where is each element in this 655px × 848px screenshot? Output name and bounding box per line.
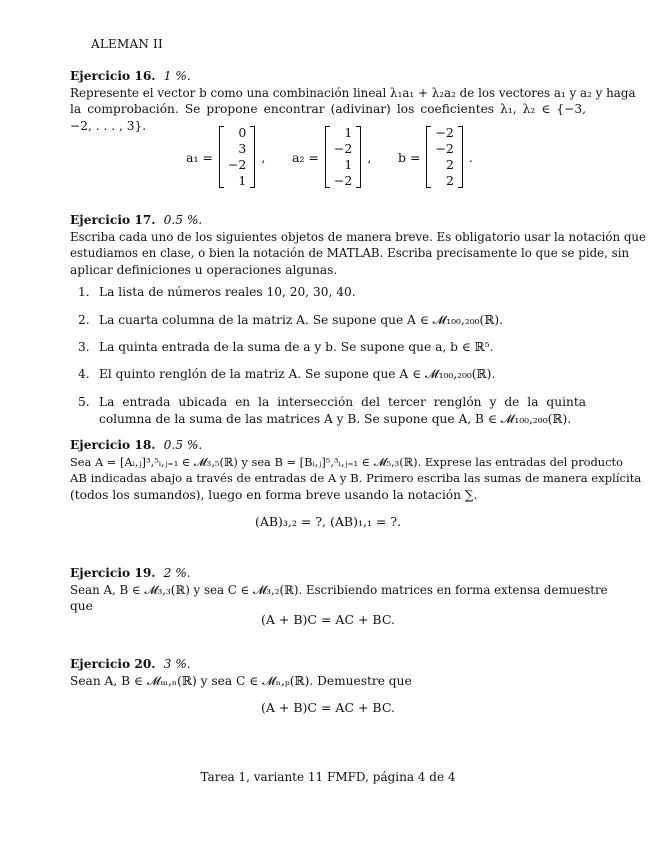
exercise-16-line2: la comprobación. Se propone encontrar (adivinar) los coeficientes λ₁, λ₂ ∈ {−3, −2, . . . , 3}. xyxy=(70,102,586,133)
vector-a1-name: a₁ = xyxy=(186,149,213,165)
exercise-19-line2: que xyxy=(70,599,93,614)
vector-a2 xyxy=(292,125,371,189)
exercise-19-percent: 2 %. xyxy=(163,566,191,580)
vector-b xyxy=(398,125,473,189)
exercise-18-formula: (AB)₃,₂ = ?, (AB)₁,₁ = ?. xyxy=(254,514,402,529)
list-item-number: 2. xyxy=(78,313,90,327)
exercise-20-line1: Sean A, B ∈ 𝓜ₘ,ₙ(ℝ) y sea C ∈ 𝓜ₙ,ₚ(ℝ). Demuestre que xyxy=(70,673,412,688)
vector-b-name: b = xyxy=(398,149,421,165)
exercise-16-line1: Represente el vector b como una combinación lineal λ₁a₁ + λ₂a₂ de los vectores a₁ y a₂ y haga xyxy=(70,85,636,100)
exercise-19-formula: (A + B)C = AC + BC. xyxy=(261,612,395,627)
exercise-20-formula: (A + B)C = AC + BC. xyxy=(261,700,395,715)
exercise-17-line3: aplicar definiciones u operaciones algunas. xyxy=(70,262,338,277)
vector-b-entry: −2 xyxy=(435,141,454,156)
exercise-19-line1: Sean A, B ∈ 𝓜₃,₃(ℝ) y sea C ∈ 𝓜₃,₂(ℝ). Escribiendo matrices en forma extensa demuestre xyxy=(70,582,608,597)
exercise-18 xyxy=(70,437,642,503)
exercise-18-percent: 0.5 %. xyxy=(163,438,203,452)
vector-a1-punct: , xyxy=(261,149,266,165)
header-title: ALEMAN II xyxy=(91,37,163,51)
vector-b-entry: −2 xyxy=(435,125,454,140)
exercise-16-percent: 1 %. xyxy=(163,69,191,83)
vector-a1-entry: 0 xyxy=(238,125,247,140)
exercise-20-label: Ejercicio 20. xyxy=(70,657,156,671)
list-item-number: 3. xyxy=(78,340,90,354)
list-item xyxy=(78,339,586,356)
vector-a2-entry: 1 xyxy=(344,125,353,140)
vector-b-punct: . xyxy=(468,149,473,165)
exercise-16-label: Ejercicio 16. xyxy=(70,69,156,83)
vector-b-entry: 2 xyxy=(445,173,454,188)
list-item xyxy=(78,366,586,383)
vector-a2-entry: −2 xyxy=(333,173,353,188)
exercise-18-line2: AB indicadas abajo a través de entradas de A y B. Primero escriba las sumas de manera explícita xyxy=(70,471,642,486)
exercise-18-label: Ejercicio 18. xyxy=(70,438,156,452)
list-item-text: La entrada ubicada en la intersección del tercer renglón y de la quinta columna de la suma de las matrices A y B. Se supone que A, B ∈ 𝓜₁₀₀,₂₀₀(ℝ). xyxy=(99,395,586,426)
vector-a2-entry: −2 xyxy=(333,141,353,156)
exercise-19-label: Ejercicio 19. xyxy=(70,566,156,580)
list-item-text: La cuarta columna de la matriz A. Se supone que A ∈ 𝓜₁₀₀,₂₀₀(ℝ). xyxy=(99,313,503,327)
exercise-18-line1: Sea A = [Aᵢ,ⱼ]³,⁵ᵢ,ⱼ₌₁ ∈ 𝓜₃,₅(ℝ) y sea B = [Bᵢ,ⱼ]⁵,³ᵢ,ⱼ₌₁ ∈ 𝓜₅,₃(ℝ). Exprese las entradas del producto xyxy=(70,454,623,469)
vector-a1-entry: −2 xyxy=(227,157,247,172)
exercise-17-line2: estudiamos en clase, o bien la notación de MATLAB. Escriba precisamente lo que se pide, sin xyxy=(70,246,630,261)
list-item-number: 5. xyxy=(78,395,90,409)
exercise-19 xyxy=(70,565,608,615)
vector-a1-entry: 1 xyxy=(238,173,247,188)
list-item xyxy=(78,394,586,427)
exercise-20-percent: 3 %. xyxy=(163,657,191,671)
vector-a2-entry: 1 xyxy=(344,157,353,172)
exercise-17-line1: Escriba cada uno de los siguientes objetos de manera breve. Es obligatorio usar la notación que xyxy=(70,229,646,244)
vector-b-entry: 2 xyxy=(445,157,454,172)
vector-a2-name: a₂ = xyxy=(292,149,319,165)
vector-a1-entry: 3 xyxy=(238,141,247,156)
vector-a2-punct: , xyxy=(367,149,372,165)
list-item xyxy=(78,284,586,301)
exercise-18-line3: (todos los sumandos), luego en forma breve usando la notación ∑. xyxy=(70,487,478,502)
list-item-text: La quinta entrada de la suma de a y b. Se supone que a, b ∈ ℝ⁵. xyxy=(99,340,494,354)
page-footer: Tarea 1, variante 11 FMFD, página 4 de 4 xyxy=(200,770,456,784)
exercise-17 xyxy=(70,212,646,278)
list-item-text: La lista de números reales 10, 20, 30, 40. xyxy=(99,285,356,299)
list-item-number: 1. xyxy=(78,285,90,299)
list-item-text: El quinto renglón de la matriz A. Se supone que A ∈ 𝓜₁₀₀,₂₀₀(ℝ). xyxy=(99,367,496,381)
exercise-17-label: Ejercicio 17. xyxy=(70,213,156,227)
list-item-number: 4. xyxy=(78,367,90,381)
exercise-17-percent: 0.5 %. xyxy=(163,213,203,227)
vector-a1 xyxy=(186,125,265,189)
list-item xyxy=(78,312,586,329)
exercise-20 xyxy=(70,656,586,689)
